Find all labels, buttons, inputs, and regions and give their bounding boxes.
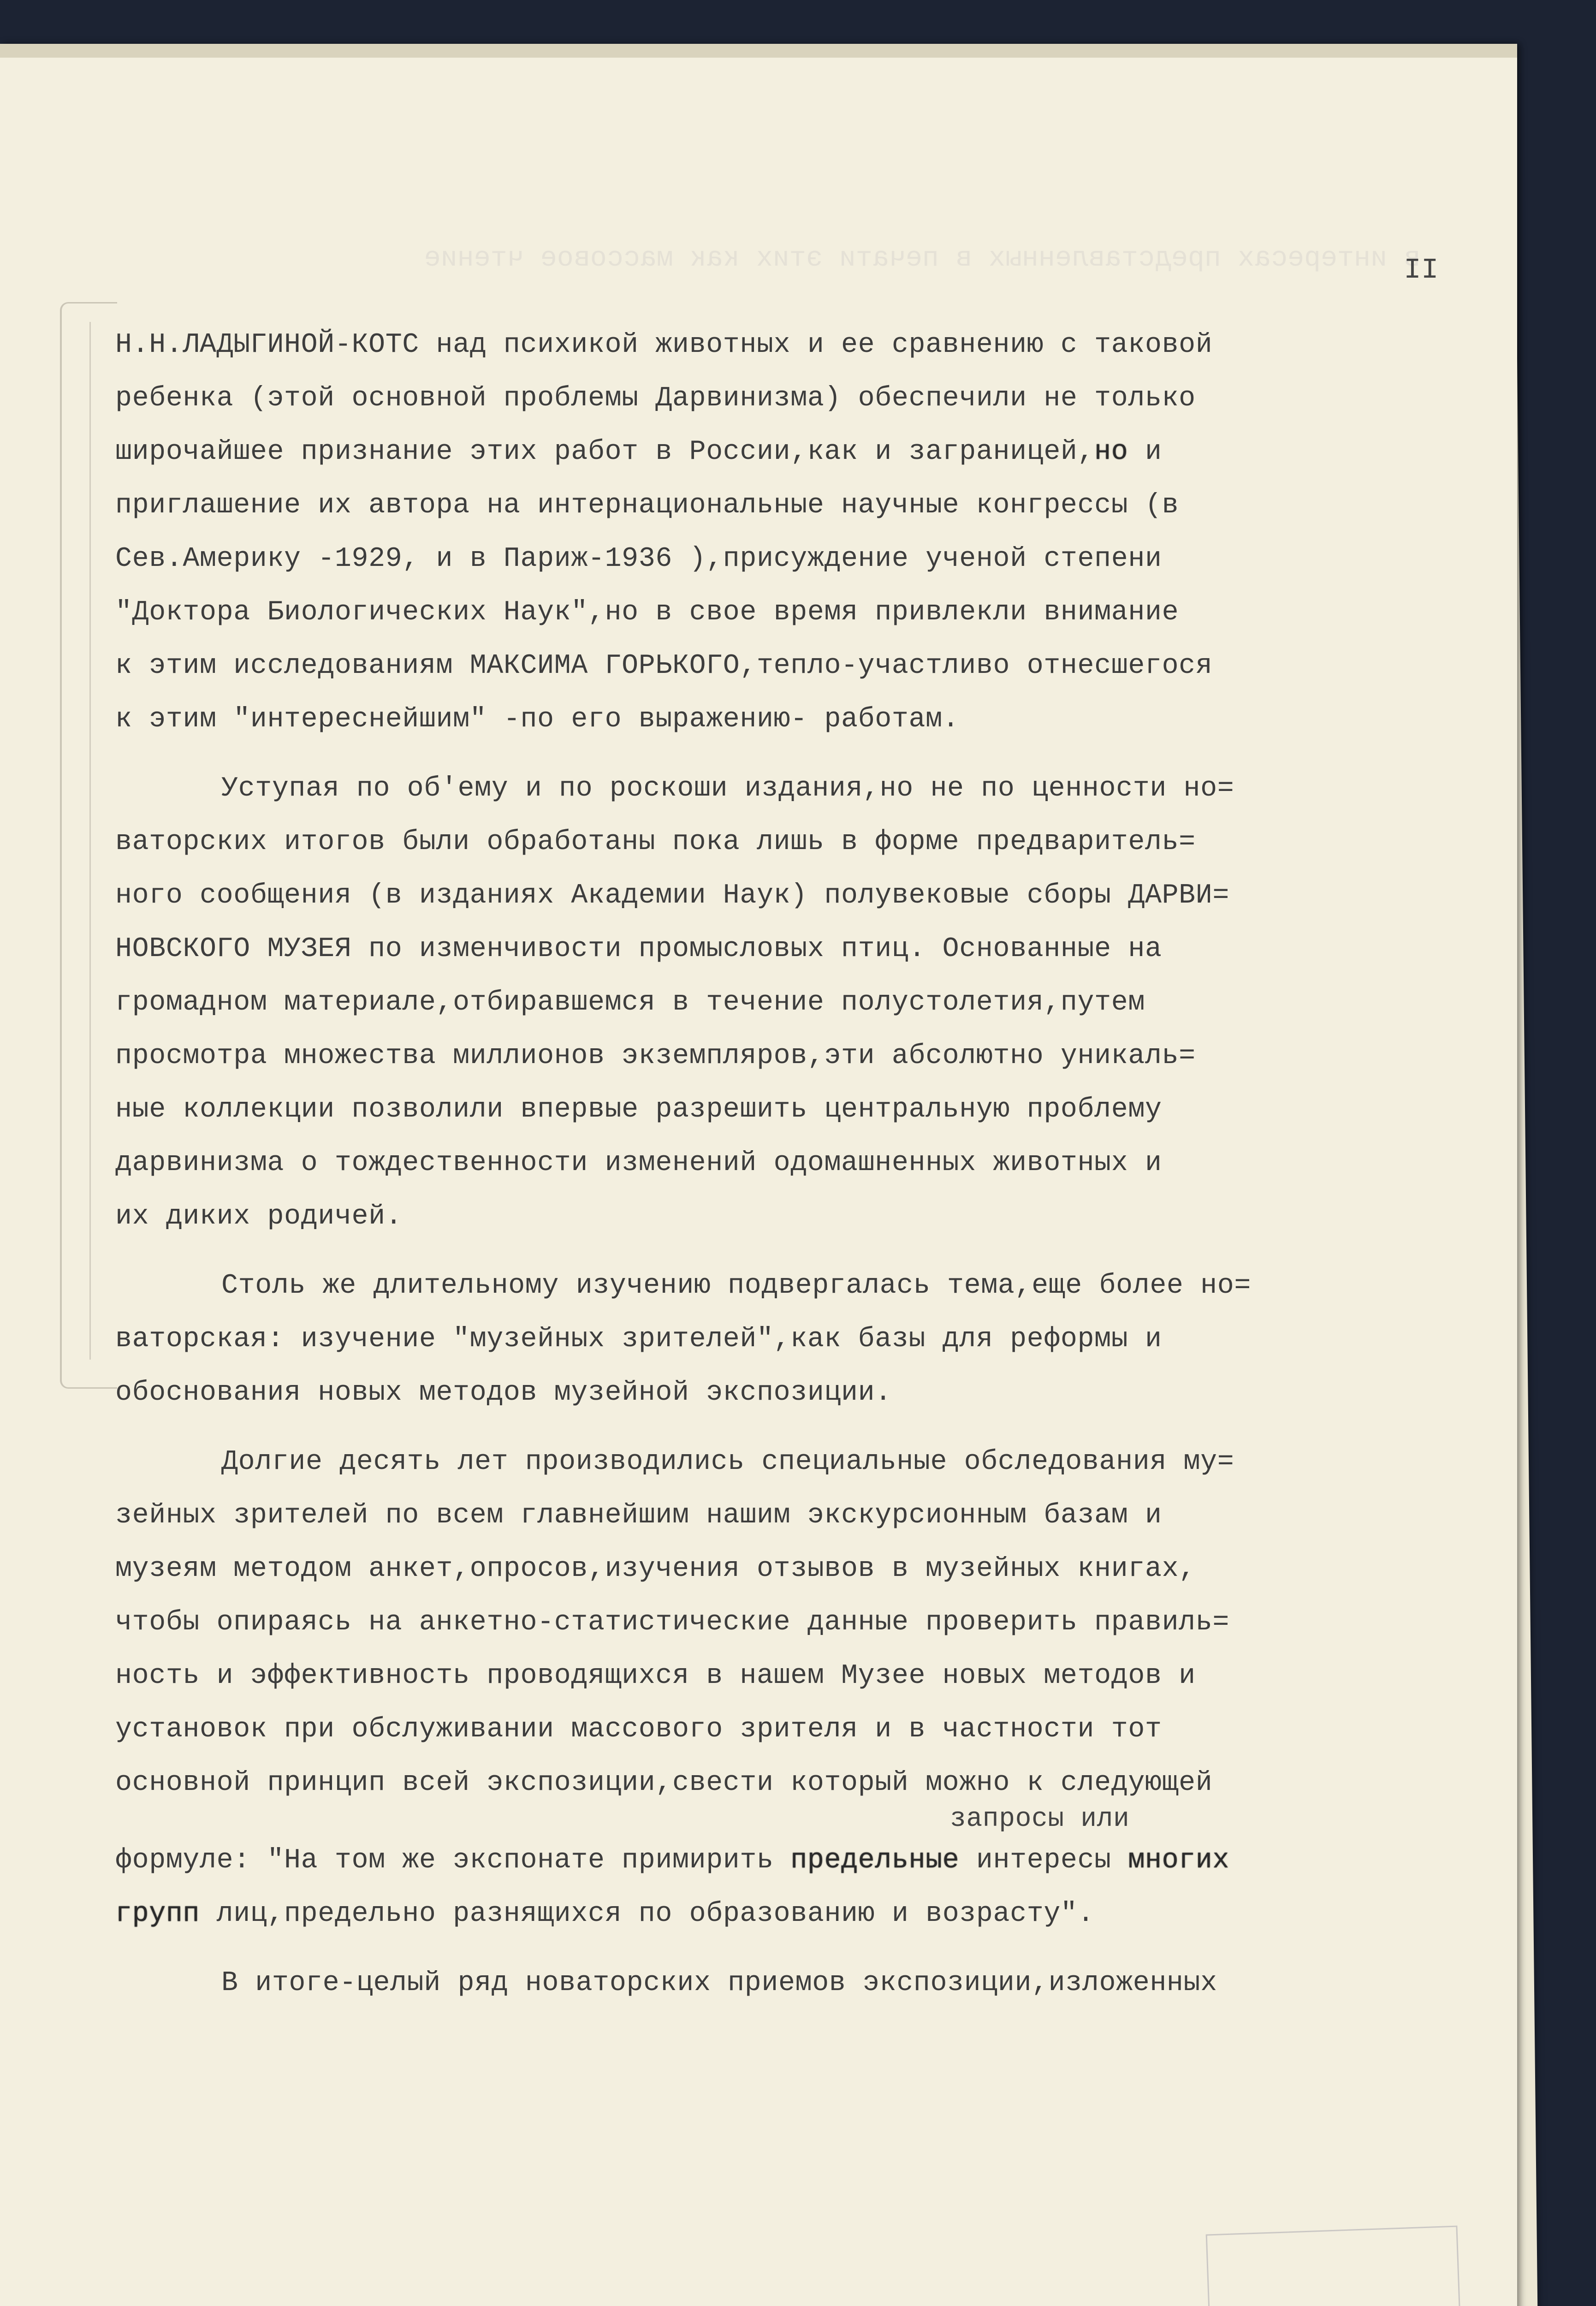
text-lines (115, 318, 1453, 2010)
text-line: ваторских итогов были обработаны пока лишь в форме предваритель= (115, 826, 1196, 858)
page-number: II (1404, 254, 1439, 286)
text-line: Уступая по об'ему и по роскоши издания,но не по ценности но= (221, 773, 1234, 804)
pencil-margin-bracket (60, 302, 117, 1389)
text-line (115, 1834, 1453, 1887)
text-line: их диких родичей. (115, 1201, 403, 1232)
text-line: Н.Н.ЛАДЫГИНОЙ-КОТС над психикой животных и ее сравнению с таковой (115, 329, 1213, 361)
text-line: основной принцип всей экспозиции,свести который можно к следующей (115, 1767, 1213, 1799)
interlinear-insertion: запросы или (950, 1804, 1130, 1834)
text-line: В итоге-целый ряд новаторских приемов экспозиции,изложенных (221, 1967, 1217, 1999)
text-line: "Доктора Биологических Наук",но в свое время привлекли внимание (115, 597, 1179, 628)
text-line: ного сообщения (в изданиях Академии Наук) полувековые сборы ДАРВИ= (115, 880, 1229, 911)
text-line: чтобы опираясь на анкетно-статистические данные проверить правиль= (115, 1607, 1229, 1638)
line-segment: интересы (959, 1845, 1128, 1876)
line-segment: лиц,предельно разнящихся по образованию и возрасту". (200, 1898, 1095, 1930)
text-line: зейных зрителей по всем главнейшим нашим экскурсионным базам и (115, 1500, 1162, 1531)
typewritten-body (115, 254, 1453, 2010)
text-line: Столь же длительному изучению подвергалась тема,еще более но= (221, 1270, 1251, 1302)
text-line: обоснования новых методов музейной экспозиции. (115, 1377, 892, 1409)
text-line: ность и эффективность проводящихся в нашем Музее новых методов и (115, 1660, 1196, 1692)
document-page (0, 44, 1517, 2306)
text-line: НОВСКОГО МУЗЕЯ по изменчивости промысловых птиц. Основанные на (115, 933, 1162, 965)
text-line: к этим исследованиям МАКСИМА ГОРЬКОГО,тепло-участливо отнесшегося (115, 650, 1213, 682)
text-line: музеям методом анкет,опросов,изучения отзывов в музейных книгах, (115, 1553, 1196, 1585)
text-line (115, 425, 1453, 479)
line-segment: и (1128, 436, 1162, 468)
text-line: дарвинизма о тождественности изменений одомашненных животных и (115, 1147, 1162, 1179)
text-line: Сев.Америку -1929, и в Париж-1936 ),присуждение ученой степени (115, 543, 1162, 575)
text-line: Долгие десять лет производились специальные обследования му= (221, 1446, 1234, 1478)
text-line: громадном материале,отбиравшемся в течение полустолетия,путем (115, 987, 1145, 1018)
faint-archive-stamp (1206, 2226, 1463, 2306)
text-line: просмотра множества миллионов экземпляров,эти абсолютно уникаль= (115, 1040, 1196, 1072)
text-line (115, 1887, 1453, 1941)
text-line: приглашение их автора на интернациональные научные конгрессы (в (115, 490, 1179, 521)
text-line: к этим "интереснейшим" -по его выражению- работам. (115, 704, 960, 735)
text-line: ные коллекции позволили впервые разрешить центральную проблему (115, 1094, 1162, 1125)
struck-out-word: предельные (790, 1845, 960, 1876)
line-segment: формуле: "На том же экспонате примирить (115, 1845, 791, 1876)
struck-out-word: но (1094, 436, 1128, 468)
text-line: ваторская: изучение "музейных зрителей",как базы для реформы и (115, 1324, 1162, 1355)
struck-out-word: многих (1128, 1845, 1229, 1876)
line-segment: широчайшее признание этих работ в России,как и заграницей, (115, 436, 1095, 468)
text-line: установок при обслуживании массового зрителя и в частности тот (115, 1714, 1162, 1745)
struck-out-word: групп (115, 1898, 200, 1930)
text-line: ребенка (этой основной проблемы Дарвинизма) обеспечили не только (115, 383, 1196, 414)
bleed-through-text: в интересах представленных в печати этих как массовое чтение (424, 243, 1420, 274)
